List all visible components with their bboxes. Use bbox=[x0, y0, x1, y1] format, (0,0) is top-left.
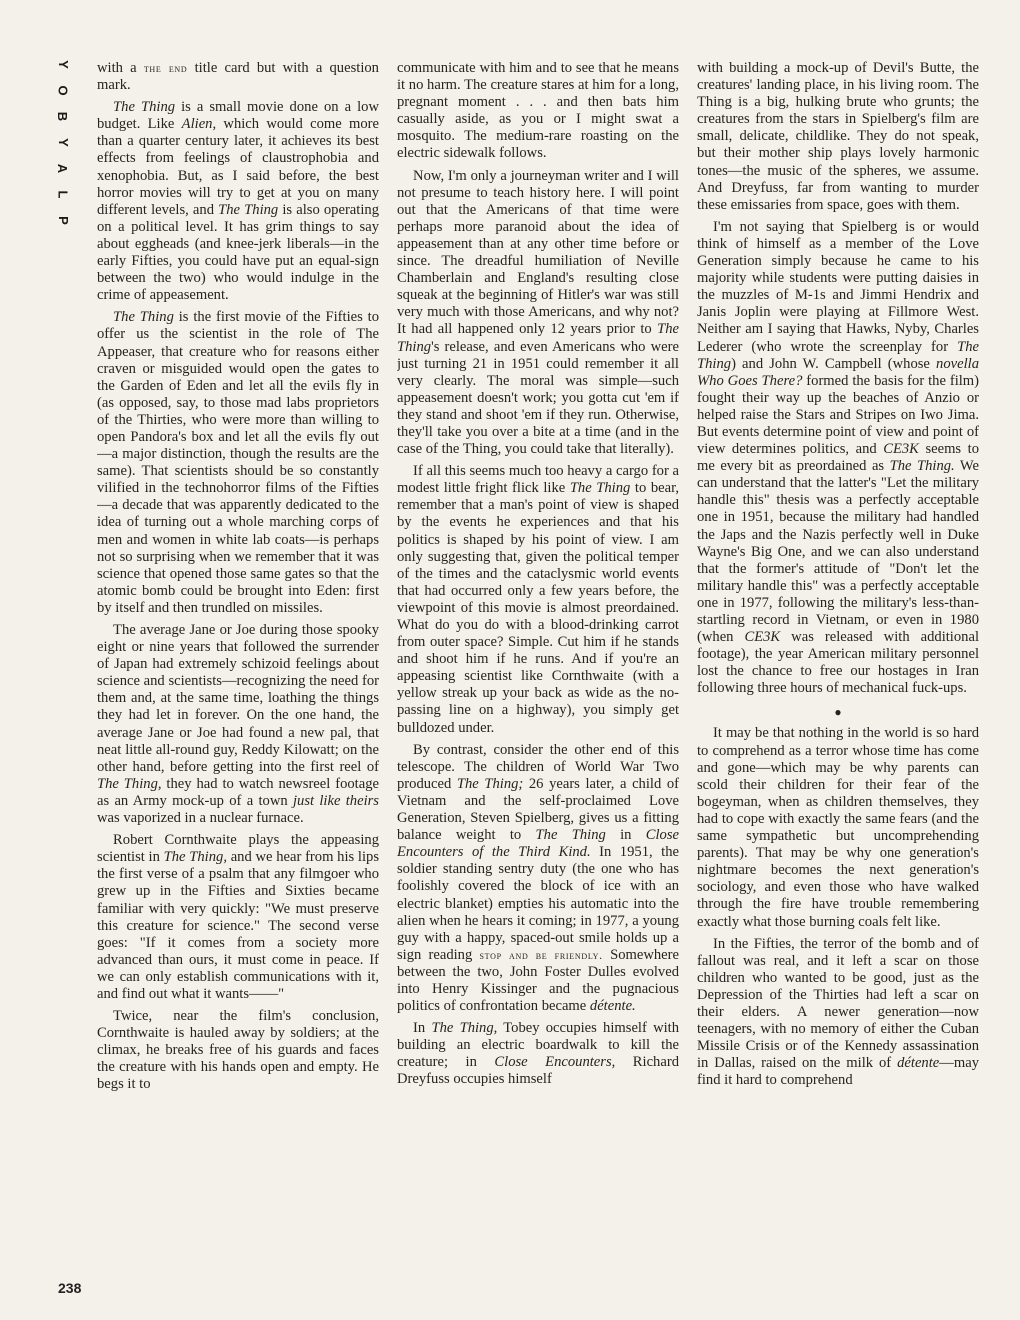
italic-text: The Thing. bbox=[889, 458, 955, 475]
text-run: If all this seems much too heavy a cargo for a modest little fright flick like bbox=[397, 463, 679, 497]
page-number: 238 bbox=[58, 1280, 82, 1296]
text-run: It may be that nothing in the world is so hard to comprehend as a terror whose time has come and gone—which may be why parents can scold their children for their fear of the bogeyman, when as children themselves, they had to cope with exactly the same fears (and the same sympathetic but uncomprehending parents). That may be why one generation's nightmare becomes the next generation's sociology, and even those who have walked through the fire have trouble remembering exactly what those burning coals felt like. bbox=[697, 725, 979, 930]
text-run: Now, I'm only a journeyman writer and I will not presume to teach history here. I will point out that the Americans of that time were perhaps more paranoid about the idea of appeasement than at any other time before or since. The dreadful humiliation of Neville Chamberlain and England's resulting close squeak at the beginning of Hitler's war was still very much with those Americans, and why not? It had all happened only 12 years prior to bbox=[397, 167, 679, 338]
italic-text: détente. bbox=[589, 998, 636, 1015]
article-paragraph bbox=[97, 622, 379, 827]
article-paragraph bbox=[97, 60, 379, 94]
text-run: We can understand that the latter's "Let the military handle this" thesis was a perfectly acceptable one in 1951, because the military had handled the Japs and the Nazis perfectly well in Duke Wayne's Big One, and we can also understand that the former's attitude of "Don't let the military handle this" was a perfectly acceptable one in 1977, following the military's less-than-startling record in Vietnam, or even in 1980 (when bbox=[697, 458, 979, 646]
text-run: In 1951, the soldier standing sentry duty (the one who has foolishly covered the block of ice with an electric blanket) empties his automatic into the alien when he hears it coming; in 1977, a young guy with a happy, spaced-out smile holds up a sign reading bbox=[397, 844, 679, 963]
text-run: was released with additional footage), the year American military personnel lost the chance to free our hostages in Iran following three hours of mechanical fuck-ups. bbox=[697, 629, 979, 697]
text-run: Somewhere between the two, John Foster Dulles evolved into Henry Kissinger and the pugnacious politics of confrontation became bbox=[397, 946, 679, 1015]
article-paragraph bbox=[97, 832, 379, 1003]
text-run: in bbox=[605, 827, 646, 844]
text-run: By contrast, consider the other end of this telescope. The children of World War Two produced bbox=[397, 741, 679, 792]
italic-text: novella Who Goes There? bbox=[697, 355, 979, 389]
italic-text: The Thing bbox=[113, 309, 174, 326]
text-run: I'm not saying that Spielberg is or would think of himself as a member of the Love Generation simply because he came to his majority while students were putting daisies in the muzzles of M-1s and Jimmi Hendrix and Janis Joplin were playing at Fillmore West. Neither am I saying that Hawks, Nyby, Charles Lederer (who wrote the screenplay for bbox=[697, 218, 979, 355]
text-run: Richard Dreyfuss occupies himself bbox=[397, 1054, 679, 1088]
text-run: with a bbox=[97, 60, 144, 76]
masthead-letter: L bbox=[55, 190, 71, 199]
masthead-letter: O bbox=[55, 85, 71, 96]
masthead-letter: P bbox=[55, 216, 71, 225]
article-paragraph bbox=[697, 725, 979, 930]
article-column-1 bbox=[97, 60, 379, 1300]
text-run: Robert Cornthwaite plays the appeasing scientist in bbox=[97, 832, 379, 866]
text-run: and we hear from his lips the first verse of a psalm that any filmgoer who grew up in the Fifties and Sixties became familiar with very quickly: "We must preserve this creature for science." The second verse goes: "If it comes from a society more advanced than ours, it must come in peace. If we can only establish communications with it, and find out what it wants——" bbox=[97, 849, 379, 1002]
text-run: Twice, near the film's conclusion, Cornthwaite is hauled away by soldiers; at the climax, he breaks free of his guards and faces the creature with his hands open and empty. He begs it to bbox=[97, 1008, 379, 1093]
text-run: they had to watch newsreel footage as an Army mock-up of a town bbox=[97, 775, 379, 809]
text-run: The average Jane or Joe during those spooky eight or nine years that followed the surrender of Japan had extremely schizoid feelings about science and scientists—recognizing the need for them and, at the same time, loathing the things they had let in forever. On the one hand, the average Jane or Joe had found a new pal, that neat little all-round guy, Reddy Kilowatt; on the other hand, before getting into the first reel of bbox=[97, 622, 379, 775]
small-caps-text: the end bbox=[143, 61, 188, 75]
article-paragraph bbox=[397, 742, 679, 1016]
text-run: was vaporized in a nuclear furnace. bbox=[97, 810, 304, 827]
text-run: 26 years later, a child of Vietnam and the self-proclaimed Love Generation, Steven Spielberg, gives us a fitting balance weight to bbox=[397, 775, 679, 844]
article-paragraph bbox=[397, 463, 679, 737]
text-run: In the Fifties, the terror of the bomb and of fallout was real, and it left a scar on those children who wanted to be good, just as the Depression of the Thirties had left a scar on their elders. A newer generation—now teenagers, with no memory of either the Cuban Missile Crisis or of the Kennedy assassination in Dallas, raised on the milk of bbox=[697, 935, 979, 1072]
text-run: is the first movie of the Fifties to offer us the scientist in the role of The Appeaser, that creature who for reasons either craven or misguided would open the gates to the Garden of Eden and let all the evils fly in (as opposed, say, to those mad labs proprietors of the Thirties, who were more than willing to open Pandora's box and let all the evils fly out—a major distinction, though the results are the same). That scientists should be so constantly vilified in the technohorror films of the Fifties—a decade that was apparently dedicated to the idea of turning out a whole marching corps of men and women in white lab coats—is perhaps not so surprising when we remember that it was science that opened those same gates so that the atomic bomb could be brought into Eden: first by itself and then trundled on missiles. bbox=[97, 309, 379, 616]
italic-text: The Thing, bbox=[163, 849, 227, 866]
italic-text: Alien, bbox=[181, 116, 217, 133]
italic-text: The Thing; bbox=[456, 775, 524, 792]
italic-text: just like theirs bbox=[292, 792, 379, 809]
italic-text: The Thing bbox=[697, 338, 979, 372]
small-caps-text: stop and be friendly. bbox=[479, 947, 603, 962]
text-run: ) and John W. Campbell (whose bbox=[731, 355, 937, 372]
article-paragraph bbox=[97, 309, 379, 617]
article-paragraph bbox=[397, 168, 679, 459]
text-run: —may find it hard to comprehend bbox=[697, 1055, 979, 1089]
masthead-letter: Y bbox=[55, 60, 71, 69]
italic-text: CE3K bbox=[744, 629, 781, 646]
section-break-bullet: ● bbox=[834, 705, 842, 720]
text-run: 's release, and even Americans who were just turning 21 in 1951 could remember it all very clearly. The moral was simple—such appeasement doesn't work; you gotta cut 'em if they stand and shoot 'em if they run. Otherwise, they'll take you over a bite at a time (and in the case of the Thing, you could take that literally). bbox=[397, 338, 679, 458]
text-run: to bear, remember that a man's point of view is shaped by the events he experiences and that his politics is shaped by his point of view. I am only suggesting that, given the political temper of the times and the cataclysmic world events that had occurred only a few years before, the viewpoint of this movie is almost preordained. What do you do with a blood-drinking carrot from outer space? Simple. Cut him if he stands and shoot him if he runs. And if you're an appeasing scientist like Cornthwaite (with a yellow streak up your back as wide as the no-passing line on a highway), you simply get bulldozed under. bbox=[397, 480, 679, 736]
masthead-letter: A bbox=[55, 163, 71, 174]
italic-text: détente bbox=[897, 1055, 940, 1072]
masthead-letter: Y bbox=[55, 138, 71, 147]
italic-text: The Thing bbox=[535, 827, 606, 844]
italic-text: The Thing, bbox=[431, 1020, 498, 1037]
italic-text: The Thing bbox=[569, 480, 631, 497]
article-column-3 bbox=[697, 60, 979, 1300]
text-run: seems to me every bit as preordained as bbox=[697, 441, 979, 475]
italic-text: Close Encounters, bbox=[494, 1054, 616, 1071]
article-column-2 bbox=[397, 60, 679, 1300]
text-run: Tobey occupies himself with building an electric boardwalk to kill the creature; in bbox=[397, 1020, 679, 1071]
article-paragraph bbox=[397, 1020, 679, 1088]
article-paragraph bbox=[697, 60, 979, 214]
article-paragraph bbox=[697, 936, 979, 1090]
masthead-letter: B bbox=[55, 111, 71, 122]
italic-text: The Thing bbox=[218, 201, 279, 218]
text-run: is also operating on a political level. It has grim things to say about eggheads (and knee-jerk liberals—in the early Fifties, you could have put an equal-sign between the two) who would indulge in the crime of appeasement. bbox=[97, 201, 379, 304]
article-paragraph bbox=[397, 60, 679, 163]
text-run: In bbox=[413, 1020, 432, 1037]
text-run: with building a mock-up of Devil's Butte, the creatures' landing place, in his living room. The Thing is a big, hulking brute who grunts; the creatures from the stars in Spielberg's film are small, delicate, childlike. They do not speak, but their mother ship plays lovely harmonic tones—the music of the spheres, we assume. And Dreyfuss, far from wanting to murder these emissaries from space, goes with them. bbox=[697, 60, 979, 213]
italic-text: CE3K bbox=[883, 441, 919, 458]
italic-text: Close Encounters of the Third Kind. bbox=[397, 827, 679, 861]
text-run: is a small movie done on a low budget. Like bbox=[97, 99, 379, 133]
italic-text: The Thing bbox=[397, 321, 679, 355]
article-paragraph bbox=[697, 219, 979, 698]
text-run: title card but with a question mark. bbox=[97, 60, 379, 94]
playboy-masthead bbox=[55, 58, 71, 227]
text-run: formed the basis for the film) fought their way up the beaches of Anzio or helped raise the Stars and Stripes on Iwo Jima. But events determine point of view and point of view determines politics, and bbox=[697, 372, 979, 458]
article-paragraph bbox=[97, 1008, 379, 1093]
italic-text: The Thing bbox=[113, 99, 176, 116]
article-paragraph bbox=[97, 99, 379, 304]
italic-text: The Thing, bbox=[97, 775, 162, 792]
text-run: which would come more than a quarter century later, it achieves its best effects from feelings of claustrophobia and xenophobia. But, as I said before, the best horror movies will try to get at you on many different levels, and bbox=[97, 116, 379, 218]
text-run: communicate with him and to see that he means it no harm. The creature stares at him for a long, pregnant moment . . . and then bats him casually aside, as you or I might swat a mosquito. The medium-rare roasting on the electric sidewalk follows. bbox=[397, 60, 679, 162]
